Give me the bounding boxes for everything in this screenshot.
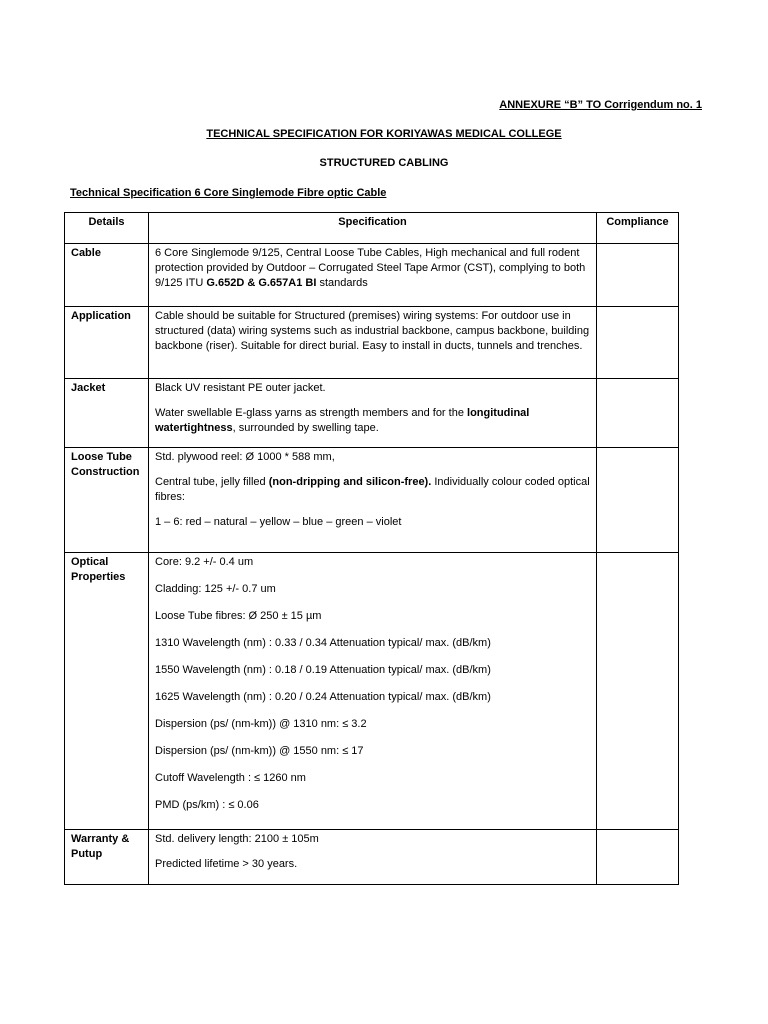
spec-optical-line: Cladding: 125 +/- 0.7 um <box>155 583 276 595</box>
spec-loose-tube-line1: Std. plywood reel: Ø 1000 * 588 mm, <box>155 451 335 463</box>
row-label-jacket: Jacket <box>65 379 149 448</box>
spec-jacket-line2-text: Water swellable E-glass yarns as strength members and for the <box>155 407 468 419</box>
specification-table <box>64 212 679 885</box>
spec-optical-line: Cutoff Wavelength : ≤ 1260 nm <box>155 772 306 784</box>
spec-cable-standards: G.652D & G.657A1 BI <box>206 277 317 289</box>
spec-optical <box>149 553 597 830</box>
table-row-jacket <box>65 379 679 448</box>
spec-cable-text-end: standards <box>316 277 368 289</box>
spec-warranty <box>149 830 597 885</box>
document-title: TECHNICAL SPECIFICATION FOR KORIYAWAS MEDICAL COLLEGE <box>206 128 562 140</box>
column-header-specification: Specification <box>149 213 597 244</box>
table-header-row <box>65 213 679 244</box>
spec-loose-tube-line2 <box>155 475 590 505</box>
spec-optical-line: Core: 9.2 +/- 0.4 um <box>155 556 254 568</box>
compliance-cell-application[interactable] <box>597 307 679 379</box>
column-header-details: Details <box>65 213 149 244</box>
spec-optical-line: Loose Tube fibres: Ø 250 ± 15 µm <box>155 610 322 622</box>
spec-loose-tube <box>149 448 597 553</box>
spec-jacket-line1: Black UV resistant PE outer jacket. <box>155 382 326 394</box>
spec-jacket-line2 <box>155 406 590 436</box>
spec-loose-tube-line2-bold: (non-dripping and silicon-free). <box>268 476 432 488</box>
table-row-application <box>65 307 679 379</box>
table-row-warranty <box>65 830 679 885</box>
table-row-loose-tube <box>65 448 679 553</box>
spec-optical-line: Dispersion (ps/ (nm-km)) @ 1550 nm: ≤ 17 <box>155 745 364 757</box>
spec-jacket-line2-bold: longitudinal watertightness <box>155 407 530 434</box>
row-label-optical: Optical Properties <box>65 553 149 830</box>
spec-cable <box>149 244 597 307</box>
spec-warranty-line1: Std. delivery length: 2100 ± 105m <box>155 833 319 845</box>
table-row-optical <box>65 553 679 830</box>
spec-optical-line: PMD (ps/km) : ≤ 0.06 <box>155 799 259 811</box>
annexure-heading: ANNEXURE “B” TO Corrigendum no. 1 <box>499 99 702 111</box>
spec-optical-line: 1625 Wavelength (nm) : 0.20 / 0.24 Attenuation typical/ max. (dB/km) <box>155 691 491 703</box>
document-subtitle: STRUCTURED CABLING <box>319 157 449 169</box>
column-header-compliance: Compliance <box>597 213 679 244</box>
spec-jacket-line2-end: , surrounded by swelling tape. <box>232 422 379 434</box>
compliance-cell-loose-tube[interactable] <box>597 448 679 553</box>
section-title: Technical Specification 6 Core Singlemode Fibre optic Cable <box>70 187 387 199</box>
spec-cable-text: 6 Core Singlemode 9/125, Central Loose Tube Cables, High mechanical and full rodent protection provided by Outdoor – Corrugated Steel Tape Armor (CST), complying to both 9/125 ITU <box>155 247 586 289</box>
spec-loose-tube-colours: 1 – 6: red – natural – yellow – blue – green – violet <box>155 516 402 528</box>
compliance-cell-warranty[interactable] <box>597 830 679 885</box>
spec-jacket <box>149 379 597 448</box>
row-label-warranty: Warranty & Putup <box>65 830 149 885</box>
row-label-cable: Cable <box>65 244 149 307</box>
spec-loose-tube-line2-text: Central tube, jelly filled <box>155 476 269 488</box>
table-row-cable <box>65 244 679 307</box>
spec-optical-line: 1310 Wavelength (nm) : 0.33 / 0.34 Attenuation typical/ max. (dB/km) <box>155 637 491 649</box>
spec-optical-line: 1550 Wavelength (nm) : 0.18 / 0.19 Attenuation typical/ max. (dB/km) <box>155 664 491 676</box>
row-label-application: Application <box>65 307 149 379</box>
spec-warranty-line2: Predicted lifetime > 30 years. <box>155 858 298 870</box>
spec-optical-line: Dispersion (ps/ (nm-km)) @ 1310 nm: ≤ 3.2 <box>155 718 367 730</box>
compliance-cell-optical[interactable] <box>597 553 679 830</box>
compliance-cell-cable[interactable] <box>597 244 679 307</box>
spec-application: Cable should be suitable for Structured (premises) wiring systems: For outdoor use in structured (data) wiring systems such as industrial backbone, campus backbone, building backbone (riser). Suitable for direct burial. Easy to install in ducts, tunnels and trenches. <box>149 307 597 379</box>
row-label-loose-tube: Loose Tube Construction <box>65 448 149 553</box>
spec-loose-tube-line2-end: Individually colour coded optical fibres: <box>155 476 590 503</box>
compliance-cell-jacket[interactable] <box>597 379 679 448</box>
